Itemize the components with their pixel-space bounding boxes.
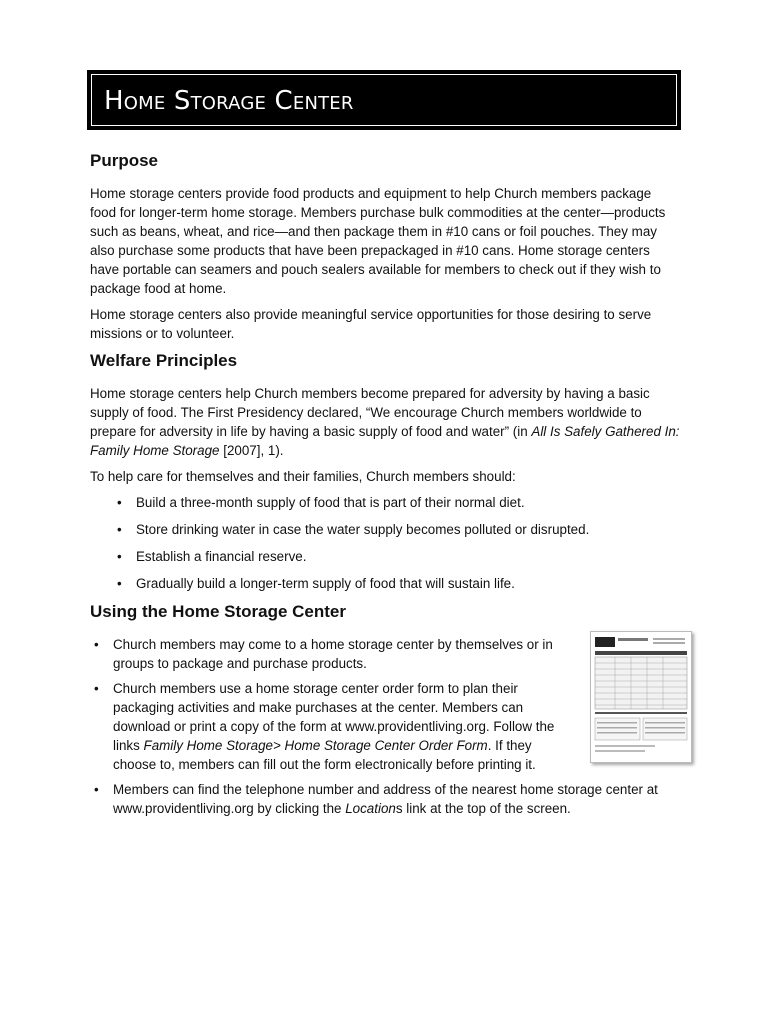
welfare-p1-text-b: [2007], 1). [219,443,284,458]
using-bullet-3 [113,780,680,818]
order-form-thumbnail-graphic [591,632,691,762]
page-title: Home Storage Center [104,86,354,116]
order-form-thumbnail [590,631,692,763]
purpose-heading: Purpose [90,151,159,170]
purpose-paragraph-2: Home storage centers also provide meaningful service opportunities for those desiring to serve missions or to volunteer. [90,307,652,341]
using-b2-link-path: Family Home Storage> Home Storage Center Order Form [143,738,488,753]
welfare-bullet-1: • Build a three-month supply of food that is part of their normal diet. [136,493,680,512]
using-bullet-2 [113,679,568,774]
using-b3-text-b: s link at the top of the screen. [395,801,571,816]
using-b3-text-a: Members can find the telephone number and address of the nearest home storage center at www.providentliving.org by clicking the [113,782,658,816]
using-b3-locations: Location [345,801,396,816]
using-bullet-1: • Church members may come to a home storage center by themselves or in groups to package and purchase products. [113,635,568,673]
title-banner [87,70,681,130]
welfare-bullet-3: • Establish a financial reserve. [136,547,680,566]
welfare-bullet-list [90,493,680,593]
welfare-p1-book-title: All Is Safely Gathered In: Family Home Storage [90,424,680,458]
welfare-heading: Welfare Principles [90,351,238,370]
purpose-paragraph-1: Home storage centers provide food products and equipment to help Church members package food for longer-term home storage. Members purchase bulk commodities at the center—products such as beans, wheat, and rice—and then package them in #10 cans or foil pouches. They may also purchase some products that have been prepackaged in #10 cans. Home storage centers have portable can seamers and pouch sealers available for members to check out if they wish to package food at home. [90,186,666,296]
using-heading: Using the Home Storage Center [90,602,346,621]
welfare-bullet-2: • Store drinking water in case the water supply becomes polluted or disrupted. [136,520,680,539]
using-b2-text-a: Church members use a home storage center order form to plan their packaging activities and make purchases at the center. Members can download or print a copy of the form at www.providentliving.org. Follow the links [113,681,555,753]
welfare-bullet-4: • Gradually build a longer-term supply of food that will sustain life. [136,574,680,593]
welfare-paragraph-1 [90,384,680,460]
welfare-paragraph-2: To help care for themselves and their families, Church members should: [90,469,516,484]
using-b2-text-b: . If they choose to, members can fill out the form electronically before printing it. [113,738,536,772]
welfare-p1-text-a: Home storage centers help Church members become prepared for adversity by having a basic supply of food. The First Presidency declared, “We encourage Church members worldwide to prepare for adversity in life by having a basic supply of food and water” (in [90,386,650,439]
